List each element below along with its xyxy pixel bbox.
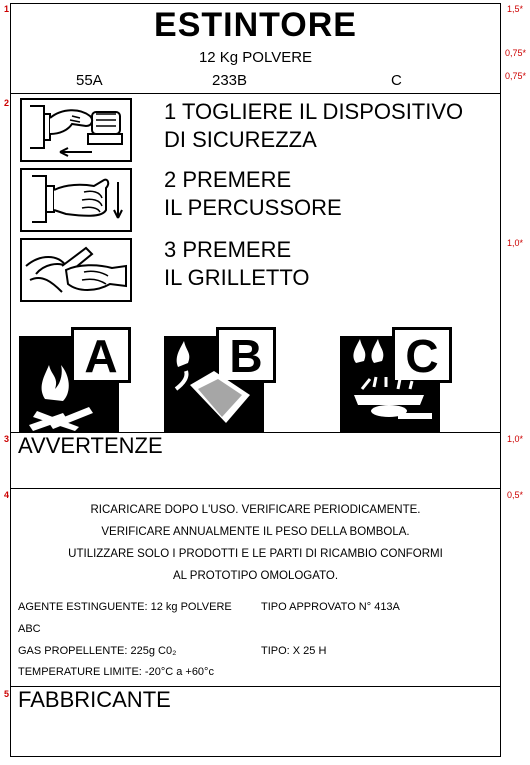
step-1-line-1: 1 TOGLIERE IL DISPOSITIVO xyxy=(164,99,464,124)
fire-class-c-icon xyxy=(340,327,452,432)
page-title: ESTINTORE xyxy=(154,6,357,44)
warnings-title: AVVERTENZE xyxy=(18,433,163,458)
section-number: 3 xyxy=(4,434,10,444)
divider xyxy=(10,93,501,94)
fire-class-c-letter: C xyxy=(405,330,439,382)
measure-note: 1,5* xyxy=(507,4,524,14)
warning-line: UTILIZZARE SOLO I PRODOTTI E LE PARTI DI RICAMBIO CONFORMI xyxy=(68,548,443,560)
measure-note: 1,0* xyxy=(507,238,524,248)
step-3-line-1: 3 PREMERE xyxy=(164,237,292,262)
subtitle: 12 Kg POLVERE xyxy=(198,49,313,66)
measure-note: 0,75* xyxy=(505,71,527,81)
step-1-line-2: DI SICUREZZA xyxy=(164,127,317,152)
fire-class-b-icon xyxy=(164,327,276,432)
section-number: 2 xyxy=(4,98,10,108)
warning-line: VERIFICARE ANNUALMENTE IL PESO DELLA BOMBOLA. xyxy=(101,526,410,538)
remove-pin-icon xyxy=(20,98,132,162)
step-3-instruction xyxy=(164,236,310,292)
warning-line: RICARICARE DOPO L'USO. VERIFICARE PERIODICAMENTE. xyxy=(90,504,421,516)
class-rating-c: C xyxy=(391,72,402,89)
squeeze-trigger-icon xyxy=(20,238,132,302)
class-rating-b: 233B xyxy=(212,72,248,89)
model-type: TIPO: X 25 H xyxy=(261,645,327,657)
propellant-gas: GAS PROPELLENTE: 225g C0₂ xyxy=(18,645,177,657)
class-rating-a: 55A xyxy=(76,72,103,89)
temperature-limits: TEMPERATURE LIMITE: -20°C a +60°c xyxy=(18,666,214,678)
manufacturer-title: FABBRICANTE xyxy=(18,687,171,712)
measure-note: 0,5* xyxy=(507,490,524,500)
section-number: 5 xyxy=(4,689,10,699)
warning-line: AL PROTOTIPO OMOLOGATO. xyxy=(172,570,339,582)
fire-class-a-letter: A xyxy=(84,330,118,382)
step-3-line-2: IL GRILLETTO xyxy=(164,265,310,290)
step-2-line-1: 2 PREMERE xyxy=(164,167,292,192)
press-striker-icon xyxy=(20,168,132,232)
extinguishing-agent: AGENTE ESTINGUENTE: 12 kg POLVERE xyxy=(18,601,232,613)
extinguishing-agent-class: ABC xyxy=(18,623,41,635)
divider xyxy=(10,488,501,489)
section-number: 1 xyxy=(4,4,10,14)
measure-note: 0,75* xyxy=(505,48,527,58)
section-number: 4 xyxy=(4,490,10,500)
measure-note: 1,0* xyxy=(507,434,524,444)
approval-type: TIPO APPROVATO N° 413A xyxy=(261,601,400,613)
step-2-line-2: IL PERCUSSORE xyxy=(164,195,342,220)
fire-class-a-icon xyxy=(19,327,131,432)
fire-class-b-letter: B xyxy=(229,330,263,382)
step-2-instruction xyxy=(164,166,342,222)
step-1-instruction xyxy=(164,98,463,154)
